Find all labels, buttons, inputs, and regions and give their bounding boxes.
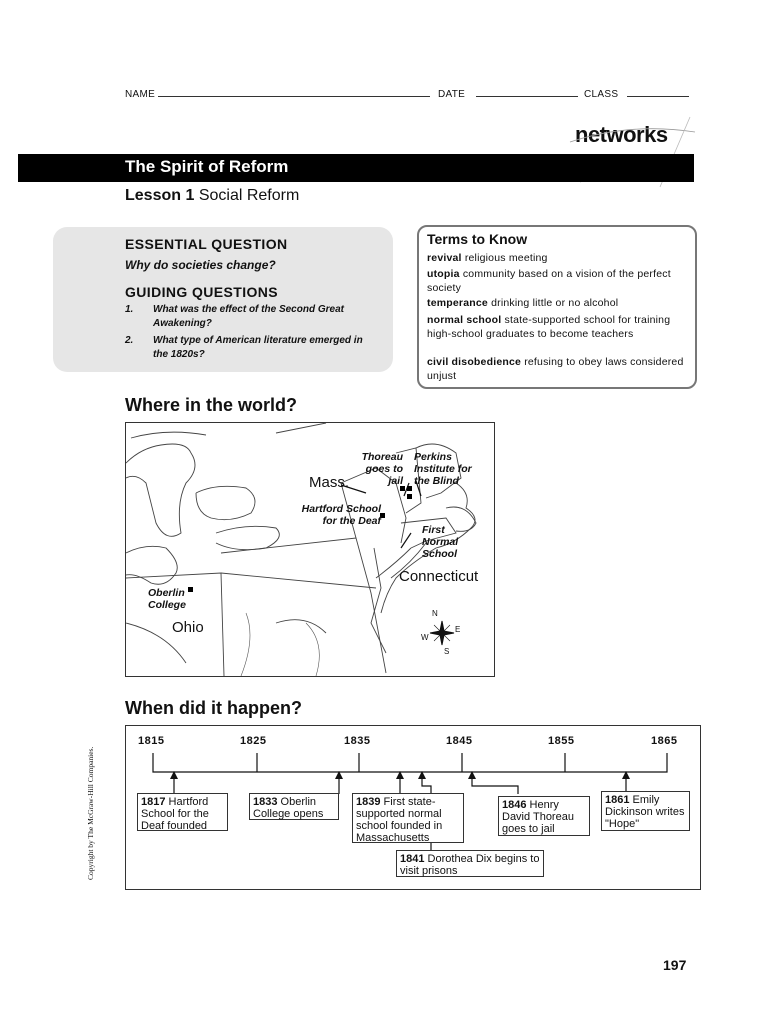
- event-text: Dorothea Dix begins to visit prisons: [400, 853, 540, 877]
- timeline-box: [125, 725, 701, 890]
- term-normal-school: [427, 314, 689, 341]
- label-ohio: Ohio: [172, 619, 204, 636]
- term-definition: drinking little or no alcohol: [491, 297, 619, 309]
- name-line: [158, 88, 430, 97]
- term-definition: religious meeting: [464, 252, 548, 264]
- label-thoreau: Thoreau goes to jail: [361, 451, 403, 487]
- when-heading: When did it happen?: [125, 698, 302, 718]
- term-word: civil disobedience: [427, 356, 522, 368]
- class-label: CLASS: [584, 89, 619, 100]
- compass-n: N: [432, 609, 438, 618]
- where-heading: Where in the world?: [125, 395, 298, 415]
- term-word: normal school: [427, 314, 502, 326]
- event-text: Oberlin College opens: [253, 796, 324, 820]
- timeline-event-1846: [498, 796, 590, 836]
- event-text: Emily Dickinson writes "Hope": [605, 794, 685, 830]
- timeline-event-1861: [601, 791, 690, 831]
- event-text: First state-supported normal school founded in Massachusetts: [356, 796, 443, 844]
- label-oberlin: Oberlin College: [148, 587, 186, 611]
- term-revival: [427, 252, 689, 266]
- timeline-event-1833: [249, 793, 339, 820]
- label-perkins: Perkins Institute for the Blind: [414, 451, 472, 487]
- event-year: 1861: [605, 794, 630, 806]
- term-definition: refusing to obey laws considered unjust: [427, 356, 684, 382]
- essential-question-box: [53, 227, 393, 372]
- name-label: NAME: [125, 89, 156, 100]
- event-text: Hartford School for the Deaf founded: [141, 796, 209, 832]
- event-year: 1846: [502, 799, 527, 811]
- term-word: revival: [427, 252, 462, 264]
- date-line: [476, 88, 578, 97]
- event-text: Henry David Thoreau goes to jail: [502, 799, 574, 835]
- event-year: 1841: [400, 853, 425, 865]
- compass-e: E: [455, 625, 461, 634]
- timeline-year: 1815: [138, 735, 165, 747]
- essential-question-heading: ESSENTIAL QUESTION: [125, 236, 288, 252]
- label-connecticut: Connecticut: [399, 568, 479, 585]
- essential-question-text: Why do societies change?: [125, 258, 276, 272]
- networks-logo: networks: [575, 122, 668, 147]
- term-word: temperance: [427, 297, 488, 309]
- event-year: 1839: [356, 796, 381, 808]
- timeline-event-1817: [137, 793, 228, 831]
- guiding-questions-heading: GUIDING QUESTIONS: [125, 284, 279, 300]
- event-year: 1833: [253, 796, 278, 808]
- title-bar: [18, 154, 694, 182]
- guiding-question-2-num: 2.: [125, 335, 134, 346]
- guiding-question-2: [125, 334, 375, 362]
- terms-heading: Terms to Know: [427, 231, 528, 247]
- term-word: utopia: [427, 268, 460, 280]
- term-civil-disobedience: [427, 356, 689, 383]
- timeline-event-1841: [396, 850, 544, 877]
- label-hartford: Hartford School for the Deaf: [301, 503, 381, 527]
- page-title: The Spirit of Reform: [125, 157, 289, 176]
- compass-w: W: [421, 633, 429, 642]
- page-number: 197: [663, 957, 687, 973]
- class-field: [584, 88, 689, 100]
- copyright-text: Copyright by The McGraw-Hill Companies.: [86, 746, 95, 880]
- lesson-heading: [125, 187, 299, 205]
- terms-to-know-box: [417, 225, 697, 389]
- timeline-year: 1835: [344, 735, 371, 747]
- timeline-year: 1825: [240, 735, 267, 747]
- term-utopia: [427, 268, 689, 295]
- label-mass: Mass.: [309, 474, 350, 491]
- map: [125, 422, 495, 677]
- timeline-event-1839: [352, 793, 464, 843]
- lesson-number: Lesson 1: [125, 187, 195, 204]
- marker-normal-school: [407, 494, 412, 499]
- compass-s: S: [444, 647, 450, 656]
- term-temperance: [427, 297, 689, 311]
- lesson-name: Social Reform: [198, 187, 300, 204]
- timeline-year: 1865: [651, 735, 678, 747]
- guiding-question-1: [125, 303, 375, 331]
- timeline-year: 1845: [446, 735, 473, 747]
- guiding-question-1-text: What was the effect of the Second Great Awakening?: [153, 304, 344, 329]
- marker-perkins: [407, 486, 412, 491]
- term-definition: community based on a vision of the perfect society: [427, 268, 671, 294]
- guiding-question-2-text: What type of American literature emerged in the 1820s?: [153, 335, 363, 360]
- term-definition: state-supported school for training high-school graduates to become teachers: [427, 314, 671, 340]
- date-field: [438, 88, 578, 100]
- timeline-year: 1855: [548, 735, 575, 747]
- name-field: [125, 88, 430, 100]
- class-line: [627, 88, 689, 97]
- event-year: 1817: [141, 796, 166, 808]
- guiding-question-1-num: 1.: [125, 304, 134, 315]
- label-first-normal: First Normal School: [422, 524, 459, 560]
- date-label: DATE: [438, 89, 466, 100]
